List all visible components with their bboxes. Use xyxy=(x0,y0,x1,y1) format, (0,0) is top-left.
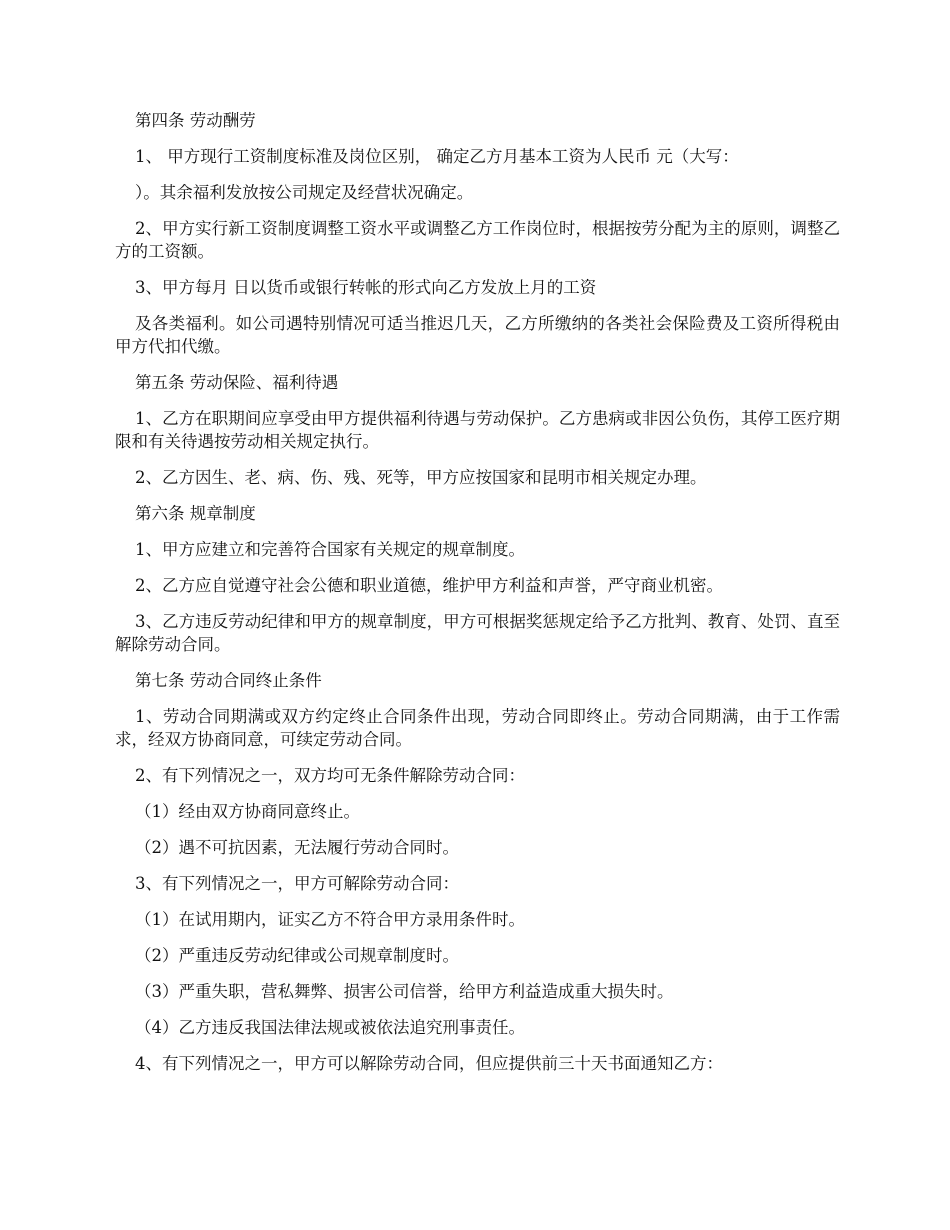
article-4-clause-1-continued: ）。其余福利发放按公司规定及经营状况确定。 xyxy=(135,183,474,202)
article-4-clause-3: 3、甲方每月 日以货币或银行转帐的形式向乙方发放上月的工资 xyxy=(135,278,597,297)
article-7-clause-2-item-1: （1）经由双方协商同意终止。 xyxy=(135,802,360,821)
article-6-clause-3: 3、乙方违反劳动纪律和甲方的规章制度，甲方可根据奖惩规定给予乙方批判、教育、处罚、直至解除劳动合同。 xyxy=(115,612,840,654)
article-7-heading: 第七条 劳动合同终止条件 xyxy=(135,671,322,690)
article-7-clause-1: 1、劳动合同期满或双方约定终止合同条件出现，劳动合同即终止。劳动合同期满，由于工作需求，经双方协商同意，可续定劳动合同。 xyxy=(115,707,840,749)
article-6-clause-2: 2、乙方应自觉遵守社会公德和职业道德，维护甲方利益和声誉，严守商业机密。 xyxy=(135,576,723,595)
article-4-clause-2: 2、甲方实行新工资制度调整工资水平或调整乙方工作岗位时，根据按劳分配为主的原则，调整乙方的工资额。 xyxy=(115,219,840,261)
article-7-clause-3-item-1: （1）在试用期内，证实乙方不符合甲方录用条件时。 xyxy=(135,910,525,929)
article-7-clause-3: 3、有下列情况之一，甲方可解除劳动合同： xyxy=(135,874,459,893)
article-5-clause-2: 2、乙方因生、老、病、伤、残、死等，甲方应按国家和昆明市相关规定办理。 xyxy=(135,468,707,487)
article-4-heading: 第四条 劳动酬劳 xyxy=(135,111,256,130)
article-7-clause-2-item-2: （2）遇不可抗因素，无法履行劳动合同时。 xyxy=(135,838,459,857)
article-7-clause-2: 2、有下列情况之一，双方均可无条件解除劳动合同： xyxy=(135,766,525,785)
article-4-clause-1: 1、 甲方现行工资制度标准及岗位区别， 确定乙方月基本工资为人民币 元（大写： xyxy=(135,147,739,166)
article-5-clause-1: 1、乙方在职期间应享受由甲方提供福利待遇与劳动保护。乙方患病或非因公负伤，其停工医疗期限和有关待遇按劳动相关规定执行。 xyxy=(115,409,840,451)
article-7-clause-3-item-4: （4）乙方违反我国法律法规或被依法追究刑事责任。 xyxy=(135,1018,525,1037)
article-5-heading: 第五条 劳动保险、福利待遇 xyxy=(135,373,339,392)
article-6-heading: 第六条 规章制度 xyxy=(135,504,256,523)
article-7-clause-4: 4、有下列情况之一，甲方可以解除劳动合同，但应提供前三十天书面通知乙方： xyxy=(135,1054,723,1073)
article-7-clause-3-item-2: （2）严重违反劳动纪律或公司规章制度时。 xyxy=(135,946,459,965)
article-7-clause-3-item-3: （3）严重失职，营私舞弊、损害公司信誉，给甲方利益造成重大损失时。 xyxy=(135,982,674,1001)
document-body xyxy=(115,109,840,1088)
article-4-clause-3-continued: 及各类福利。如公司遇特别情况可适当推迟几天，乙方所缴纳的各类社会保险费及工资所得税由甲方代扣代缴。 xyxy=(115,314,840,356)
article-6-clause-1: 1、甲方应建立和完善符合国家有关规定的规章制度。 xyxy=(135,540,525,559)
